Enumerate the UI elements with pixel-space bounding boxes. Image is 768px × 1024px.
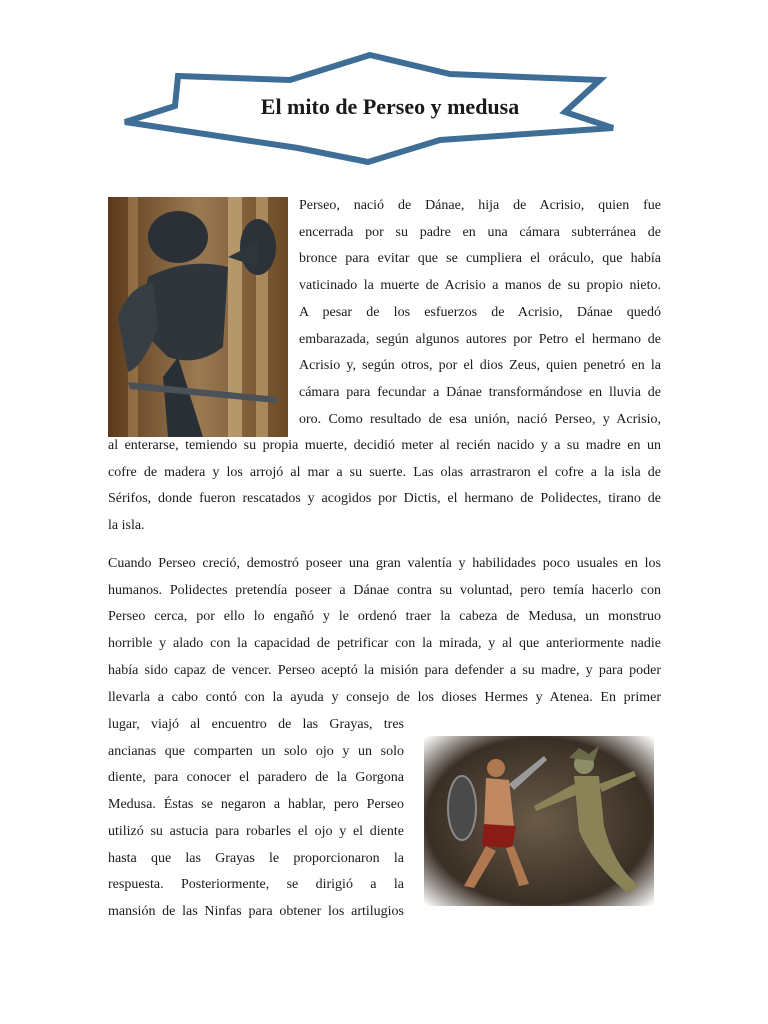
paragraph-2 <box>108 551 661 711</box>
text-line: ancianas que comparten un solo ojo y un solo <box>108 743 404 759</box>
paragraph-3-wrapped <box>108 712 404 926</box>
text-line: Medusa. Éstas se negaron a hablar, pero Perseo <box>108 797 404 813</box>
text-line: vaticinado la muerte de Acrisio a manos de su propio nieto. <box>299 278 661 294</box>
text-line: humanos. Polidectes pretendía poseer a Dánae contra su voluntad, pero temía hacerlo con <box>108 582 661 598</box>
text-line: Sérifos, donde fueron rescatados y acogidos por Dictis, el hermano de Polidectes, tirano de <box>108 491 661 507</box>
text-line: Perseo cerca, por ello lo engañó y le ordenó traer la cabeza de Medusa, un monstruo <box>108 609 661 625</box>
text-line: cofre de madera y los arrojó al mar a su suerte. Las olas arrastraron el cofre a la isla de <box>108 464 661 480</box>
text-line: la isla. <box>108 518 145 534</box>
paragraph-1-wrapped <box>299 193 661 433</box>
paragraph-1-continued <box>108 433 661 540</box>
text-line: Cuando Perseo creció, demostró poseer una gran valentía y habilidades poco usuales en los <box>108 556 661 571</box>
statue-image <box>108 197 288 437</box>
text-line: diente, para conocer el paradero de la Gorgona <box>108 770 404 786</box>
text-line: A pesar de los esfuerzos de Acrisio, Dánae quedó <box>299 304 661 320</box>
battle-image <box>424 736 654 906</box>
text-line: respuesta. Posteriormente, se dirigió a la <box>108 877 404 893</box>
text-line: utilizó su astucia para robarles el ojo y el diente <box>108 823 404 839</box>
text-line: lugar, viajó al encuentro de las Grayas, tres <box>108 717 404 732</box>
text-line: Perseo, nació de Dánae, hija de Acrisio, quien fue <box>299 198 661 213</box>
text-line: llevarla a cabo contó con la ayuda y consejo de los dioses Hermes y Atenea. En primer <box>108 689 661 705</box>
text-line: había sido capaz de vencer. Perseo aceptó la misión para defender a su madre, y para poder <box>108 662 661 678</box>
text-line: oro. Como resultado de esa unión, nació Perseo, y Acrisio, <box>299 411 661 427</box>
text-line: cámara para fecundar a Dánae transformándose en lluvia de <box>299 384 661 400</box>
text-line: bronce para evitar que se cumpliera el oráculo, que había <box>299 251 661 267</box>
text-line: hasta que las Grayas le proporcionaron la <box>108 850 404 866</box>
text-line: encerrada por su padre en una cámara subterránea de <box>299 224 661 240</box>
page-title: El mito de Perseo y medusa <box>260 94 520 119</box>
text-line: horrible y alado con la capacidad de petrificar con la mirada, y al que anteriormente nadie <box>108 636 661 652</box>
text-line: mansión de las Ninfas para obtener los artilugios <box>108 903 404 919</box>
text-line: embarazada, según algunos autores por Petro el hermano de <box>299 331 661 347</box>
text-line: Acrisio y, según otros, por el dios Zeus, quien penetró en la <box>299 358 661 374</box>
text-line: al enterarse, temiendo su propia muerte, decidió meter al recién nacido y a su madre en un <box>108 438 661 453</box>
